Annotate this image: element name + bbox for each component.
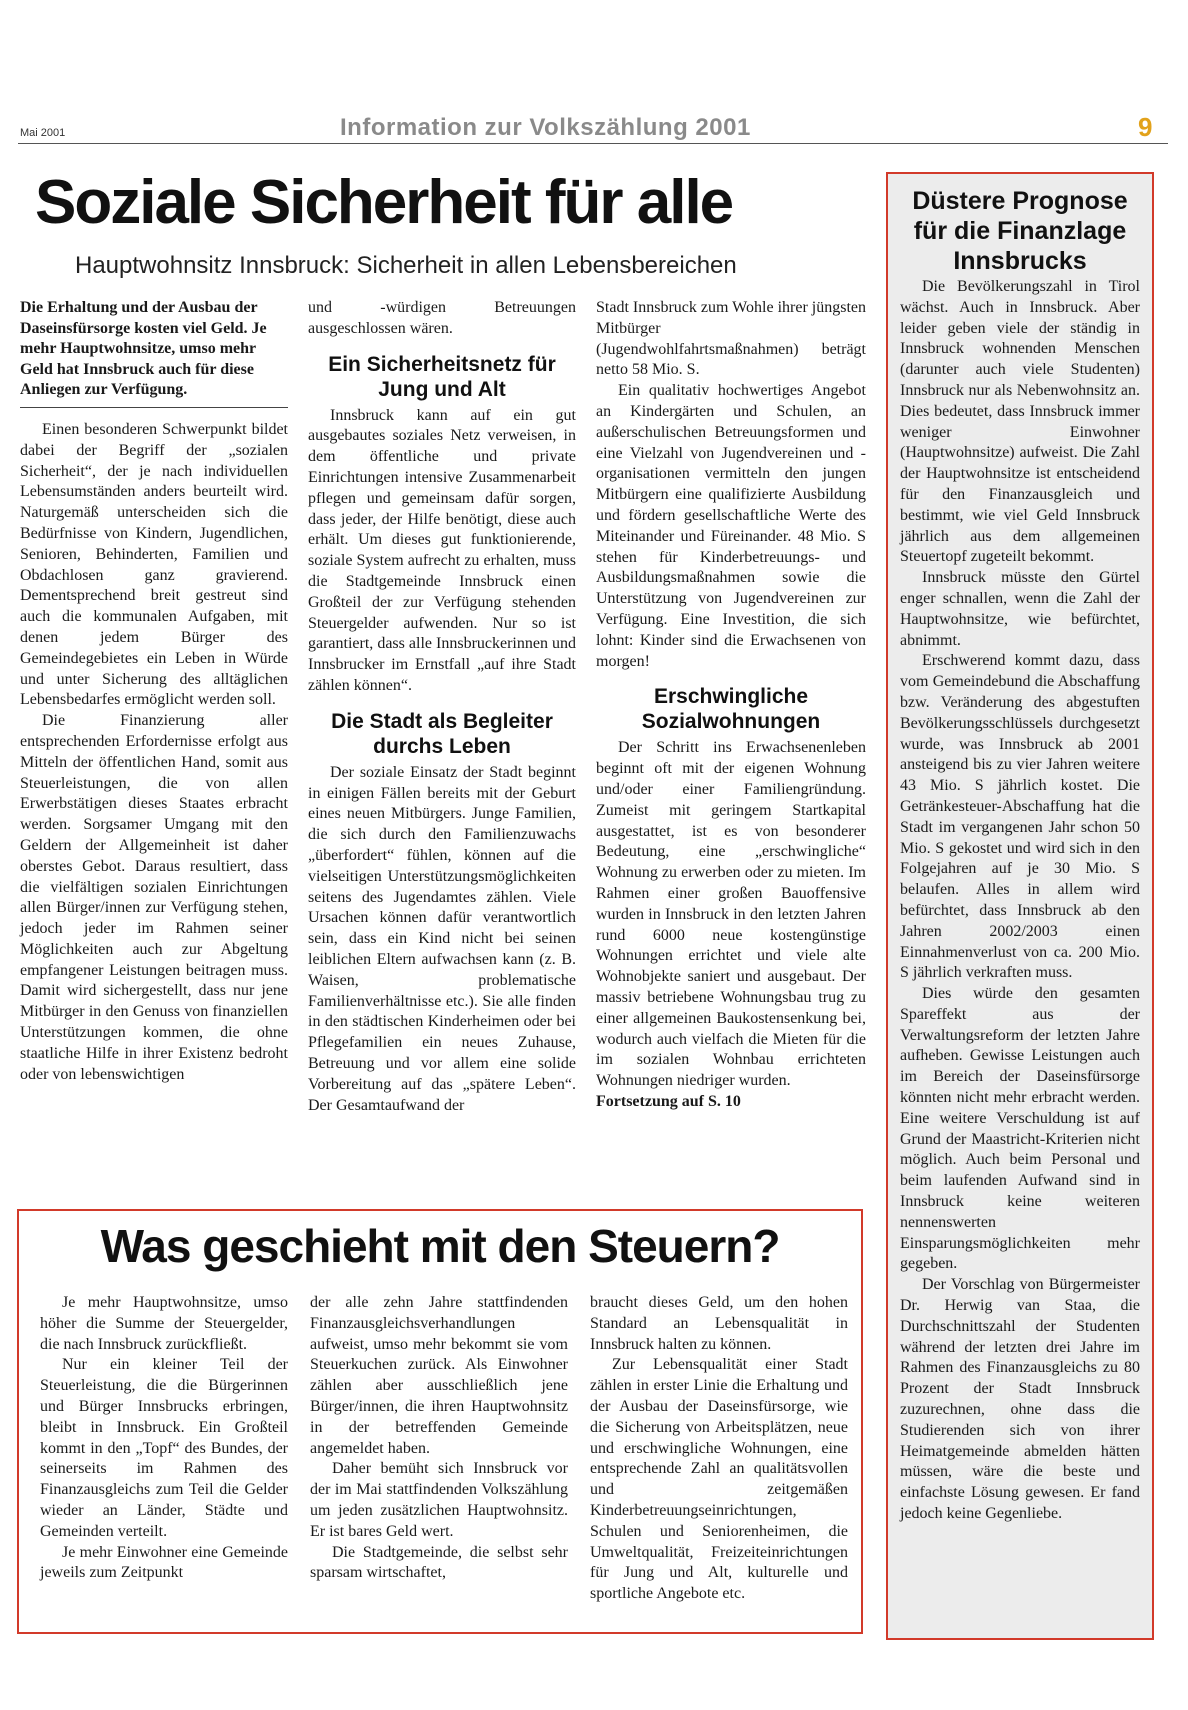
article-paragraph: Innsbruck kann auf ein gut ausgebautes soziales Netz verweisen, in dem öffentliche und private Einrichtungen intensive Zusammenarbeit pflegen und gemeinsam dafür sorgen, dass jeder, der Hilfe benötigt, diese auch erhält. Um dieses gut funktionierende, soziale System aufrecht zu erhalten, muss die Stadtgemeinde Innsbruck einen Großteil der zur Verfügung stehenden Steuergelder aufwenden. Nur so ist garantiert, dass alle Innsbruckerinnen und Innsbrucker im Ernstfall „auf ihre Stadt zählen können“. bbox=[308, 406, 576, 694]
article-paragraph: Einen besonderen Schwerpunkt bildet dabei der Begriff der „sozialen Sicherheit“, der je nach individuellen Lebensumständen anders beurteilt wird. Naturgemäß unterscheiden sich die Bedürfnisse von Kindern, Jugendlichen, Senioren, Behinderten, Familien und Obdachlosen ganz gravierend. Dementsprechend breit gestreut sind auch die kommunalen Aufgaben, mit denen jedem Bürger des Gemeindegebietes ein Leben in Würde und unter Sicherung des alltäglichen Lebensbedarfes ermöglicht werden soll. bbox=[20, 420, 288, 709]
article-paragraph: Die Finanzierung aller entsprechenden Erfordernisse erfolgt aus Mitteln der öffentlichen Hand, somit aus Steuerleistungen, die von allen Erwerbstätigen dieses Staates erbracht werden. Sorgsamer Umgang mit den Geldern der Allgemeinheit ist daher oberstes Gebot. Daraus resultiert, dass die vielfältigen sozialen Einrichtungen allen Bürger/innen zur Verfügung stehen, jedoch jeder im Rahmen seiner Möglichkeiten auch zur Abgeltung empfangener Leistungen beitragen muss. Damit wird sichergestellt, dass nur jene Mitbürger in den Genuss von finanziellen Unterstützungen kommen, die ohne staatliche Hilfe in ihrer Existenz bedroht oder von lebenswichtigen bbox=[20, 712, 288, 1083]
article-column-3 bbox=[596, 298, 866, 1113]
continued-note: Fortsetzung auf S. 10 bbox=[596, 1092, 741, 1110]
article-paragraph: Der Schritt ins Erwachsenenleben beginnt oft mit der eigenen Wohnung und/oder einer Familiengründung. Zumeist mit geringem Startkapital ausgestattet, ist es von besonderer Bedeutung, eine „erschwingliche“ Wohnung zu erwerben oder zu mieten. Im Rahmen einer großen Bauoffensive wurden in Innsbruck in den letzten Jahren rund 6000 neue kostengünstige Wohnungen errichtet und viele alte Wohnobjekte saniert und ausgebaut. Der massiv betriebene Wohnungsbau trug zu einer allgemeinen Baukostensenkung bei, wodurch auch vielfach die Mieten für die im sozialen Wohnbau errichteten Wohnungen niedriger wurden. bbox=[596, 739, 866, 1090]
steuern-column-2 bbox=[310, 1293, 568, 1584]
article-paragraph: und -würdigen Betreuungen ausgeschlossen wären. bbox=[308, 299, 576, 337]
article-paragraph: Ein qualitativ hochwertiges Angebot an Kindergärten und Schulen, an außerschulischen Betreuungsformen und eine Vielzahl von Jugendvereinen und -organisationen vermitteln den jungen Mitbürgern eine qualifizierte Ausbildung und fördern gesellschaftliche Werte des Miteinander und Füreinander. 48 Mio. S stehen für Kinderbetreuungs- und Ausbildungsmaßnahmen sowie die Unterstützung von Jugendvereinen zur Verfügung. Eine Investition, die sich lohnt: Kinder sind die Erwachsenen von morgen! bbox=[596, 382, 866, 670]
main-subheadline: Hauptwohnsitz Innsbruck: Sicherheit in allen Lebensbereichen bbox=[75, 252, 737, 279]
steuern-paragraph: braucht dieses Geld, um den hohen Standard an Lebensqualität in Innsbruck halten zu können. bbox=[590, 1294, 848, 1353]
article-column-1 bbox=[20, 298, 288, 1085]
sidebar-paragraph: Erschwerend kommt dazu, dass vom Gemeindebund die Abschaffung bzw. Veränderung des abgestuften Bevölkerungsschlüssels durchgesetzt wurde, was Innsbruck ab 2001 ansteigend bis zu vier Jahren weitere 43 Mio. S jährlich kostet. Die Getränkesteuer-Abschaffung hat die Stadt im vergangenen Jahr schon 50 Mio. S gekostet und wird sich in den Folgejahren auf je 30 Mio. S belaufen. Alles in allem wird befürchtet, dass Innsbruck ab den Jahren 2002/2003 einen Einnahmenverlust von ca. 200 Mio. S jährlich verkraften muss. bbox=[900, 652, 1140, 982]
issue-date: Mai 2001 bbox=[20, 127, 66, 139]
publication-title: Information zur Volkszählung 2001 bbox=[340, 114, 751, 141]
header-rule bbox=[18, 143, 1168, 144]
steuern-column-1 bbox=[40, 1293, 288, 1584]
article-paragraph: Der soziale Einsatz der Stadt beginnt in einigen Fällen bereits mit der Geburt eines neuen Mitbürgers. Junge Familien, die sich durch den Familienzuwachs „überfordert“ fühlen, können auf die vielseitigen Unterstützungsmöglichkeiten seitens des Jugendamtes zählen. Viele Ursachen können dafür verantwortlich sein, dass ein Kind nicht bei seinen leiblichen Eltern aufwachsen kann (z. B. Waisen, problematische Familienverhältnisse etc.). Sie alle finden in den städtischen Kinderheimen oder bei Pflegefamilien ein neues Zuhause, Betreuung und vor allem eine solide Vorbereitung auf das „spätere Leben“. Der Gesamtaufwand der bbox=[308, 763, 576, 1114]
subhead-sozialwohnungen: Erschwingliche Sozialwohnungen bbox=[641, 685, 821, 734]
steuern-paragraph: Je mehr Hauptwohnsitze, umso höher die Summe der Steuergelder, die nach Innsbruck zurückfließt. bbox=[40, 1294, 288, 1353]
sidebar-paragraph: Innsbruck müsste den Gürtel enger schnallen, wenn die Zahl der Hauptwohnsitze, wie befürchtet, abnimmt. bbox=[900, 569, 1140, 649]
main-headline: Soziale Sicherheit für alle bbox=[35, 168, 733, 237]
steuern-paragraph: Zur Lebensqualität einer Stadt zählen in erster Linie die Erhaltung und der Ausbau der Daseinsfürsorge, wie die Sicherung von Arbeitsplätzen, neue und erschwingliche Wohnungen, eine entsprechende Zahl an qualitätsvollen und zeitgemäßen Kinderbetreuungseinrichtungen, Schulen und Seniorenheimen, die Umweltqualität, Freizeiteinrichtungen für Jung und Alt, kulturelle und sportliche Angebote etc. bbox=[590, 1356, 848, 1603]
lead-divider bbox=[20, 407, 288, 408]
steuern-paragraph: Daher bemüht sich Innsbruck vor der im Mai stattfindenden Volkszählung um jeden zusätzlichen Hauptwohnsitz. Er ist bares Geld wert. bbox=[310, 1460, 568, 1540]
steuern-paragraph: Die Stadtgemeinde, die selbst sehr sparsam wirtschaftet, bbox=[310, 1543, 568, 1582]
steuern-column-3 bbox=[590, 1293, 848, 1605]
page-number: 9 bbox=[1138, 112, 1153, 142]
article-column-2 bbox=[308, 298, 576, 1116]
steuern-paragraph: der alle zehn Jahre stattfindenden Finanzausgleichsverhandlungen aufweist, umso mehr bekommt sie vom Steuerkuchen zurück. Als Einwohner zählen aber ausschließlich jene Bürger/innen, die ihren Hauptwohnsitz in der betreffenden Gemeinde angemeldet haben. bbox=[310, 1294, 568, 1457]
subhead-begleiter: Die Stadt als Begleiter durchs Leben bbox=[331, 709, 553, 758]
article-lead: Die Erhaltung und der Ausbau der Daseinsfürsorge kosten viel Geld. Je mehr Hauptwohnsitze, umso mehr Geld hat Innsbruck auch für diese Anliegen zur Verfügung. bbox=[20, 299, 267, 399]
steuern-paragraph: Je mehr Einwohner eine Gemeinde jeweils zum Zeitpunkt bbox=[40, 1543, 288, 1582]
article-paragraph: Stadt Innsbruck zum Wohle ihrer jüngsten Mitbürger (Jugendwohlfahrtsmaßnahmen) beträgt netto 58 Mio. S. bbox=[596, 299, 866, 379]
sidebar-column bbox=[900, 277, 1140, 1525]
steuern-paragraph: Nur ein kleiner Teil der Steuerleistung, die die Bürgerinnen und Bürger Innsbrucks erbringen, bleibt in Innsbruck. Ein Großteil kommt in den „Topf“ des Bundes, der seinerseits im Rahmen des Finanzausgleichs zum Teil die Gelder wieder an Länder, Städte und Gemeinden verteilt. bbox=[40, 1356, 288, 1540]
sidebar-paragraph: Dies würde den gesamten Spareffekt aus der Verwaltungsreform der letzten Jahre aufheben. Gewisse Leistungen auch im Bereich der Daseinsfürsorge könnten nicht mehr erbracht werden. Eine weitere Verschuldung ist auf Grund der Maastricht-Kriterien nicht möglich. Auch beim Personal und beim laufenden Aufwand sind in Innsbruck keine weiteren nennenswerten Einsparungsmöglichkeiten mehr gegeben. bbox=[900, 985, 1140, 1273]
steuern-headline: Was geschieht mit den Steuern? bbox=[100, 1220, 780, 1272]
sidebar-title: Düstere Prognose für die Finanzlage Innsbrucks bbox=[912, 187, 1128, 275]
subhead-sicherheitsnetz: Ein Sicherheitsnetz für Jung und Alt bbox=[328, 352, 556, 401]
sidebar-paragraph: Die Bevölkerungszahl in Tirol wächst. Auch in Innsbruck. Aber leider geben viele der ständig in Innsbruck wohnenden Menschen (darunter auch viele Studenten) Innsbruck nur als Nebenwohnsitz an. Dies bedeutet, dass Innsbruck immer weniger Einwohner (Hauptwohnsitze) aufweist. Die Zahl der Hauptwohnsitze ist entscheidend für den Finanzausgleich und bestimmt, wie viel Geld Innsbruck jährlich aus dem allgemeinen Steuertopf zugeteilt bekommt. bbox=[900, 278, 1140, 566]
sidebar-paragraph: Der Vorschlag von Bürgermeister Dr. Herwig van Staa, die Durchschnittszahl der Studenten während der letzten drei Jahre im Rahmen des Finanzausgleichs zu 80 Prozent der Stadt Innsbruck zuzurechnen, ohne dass die Studierenden sich von ihrer Heimatgemeinde abmelden hätten müssen, wäre die beste und einfachste Lösung gewesen. Er fand jedoch keine Gegenliebe. bbox=[900, 1276, 1140, 1523]
